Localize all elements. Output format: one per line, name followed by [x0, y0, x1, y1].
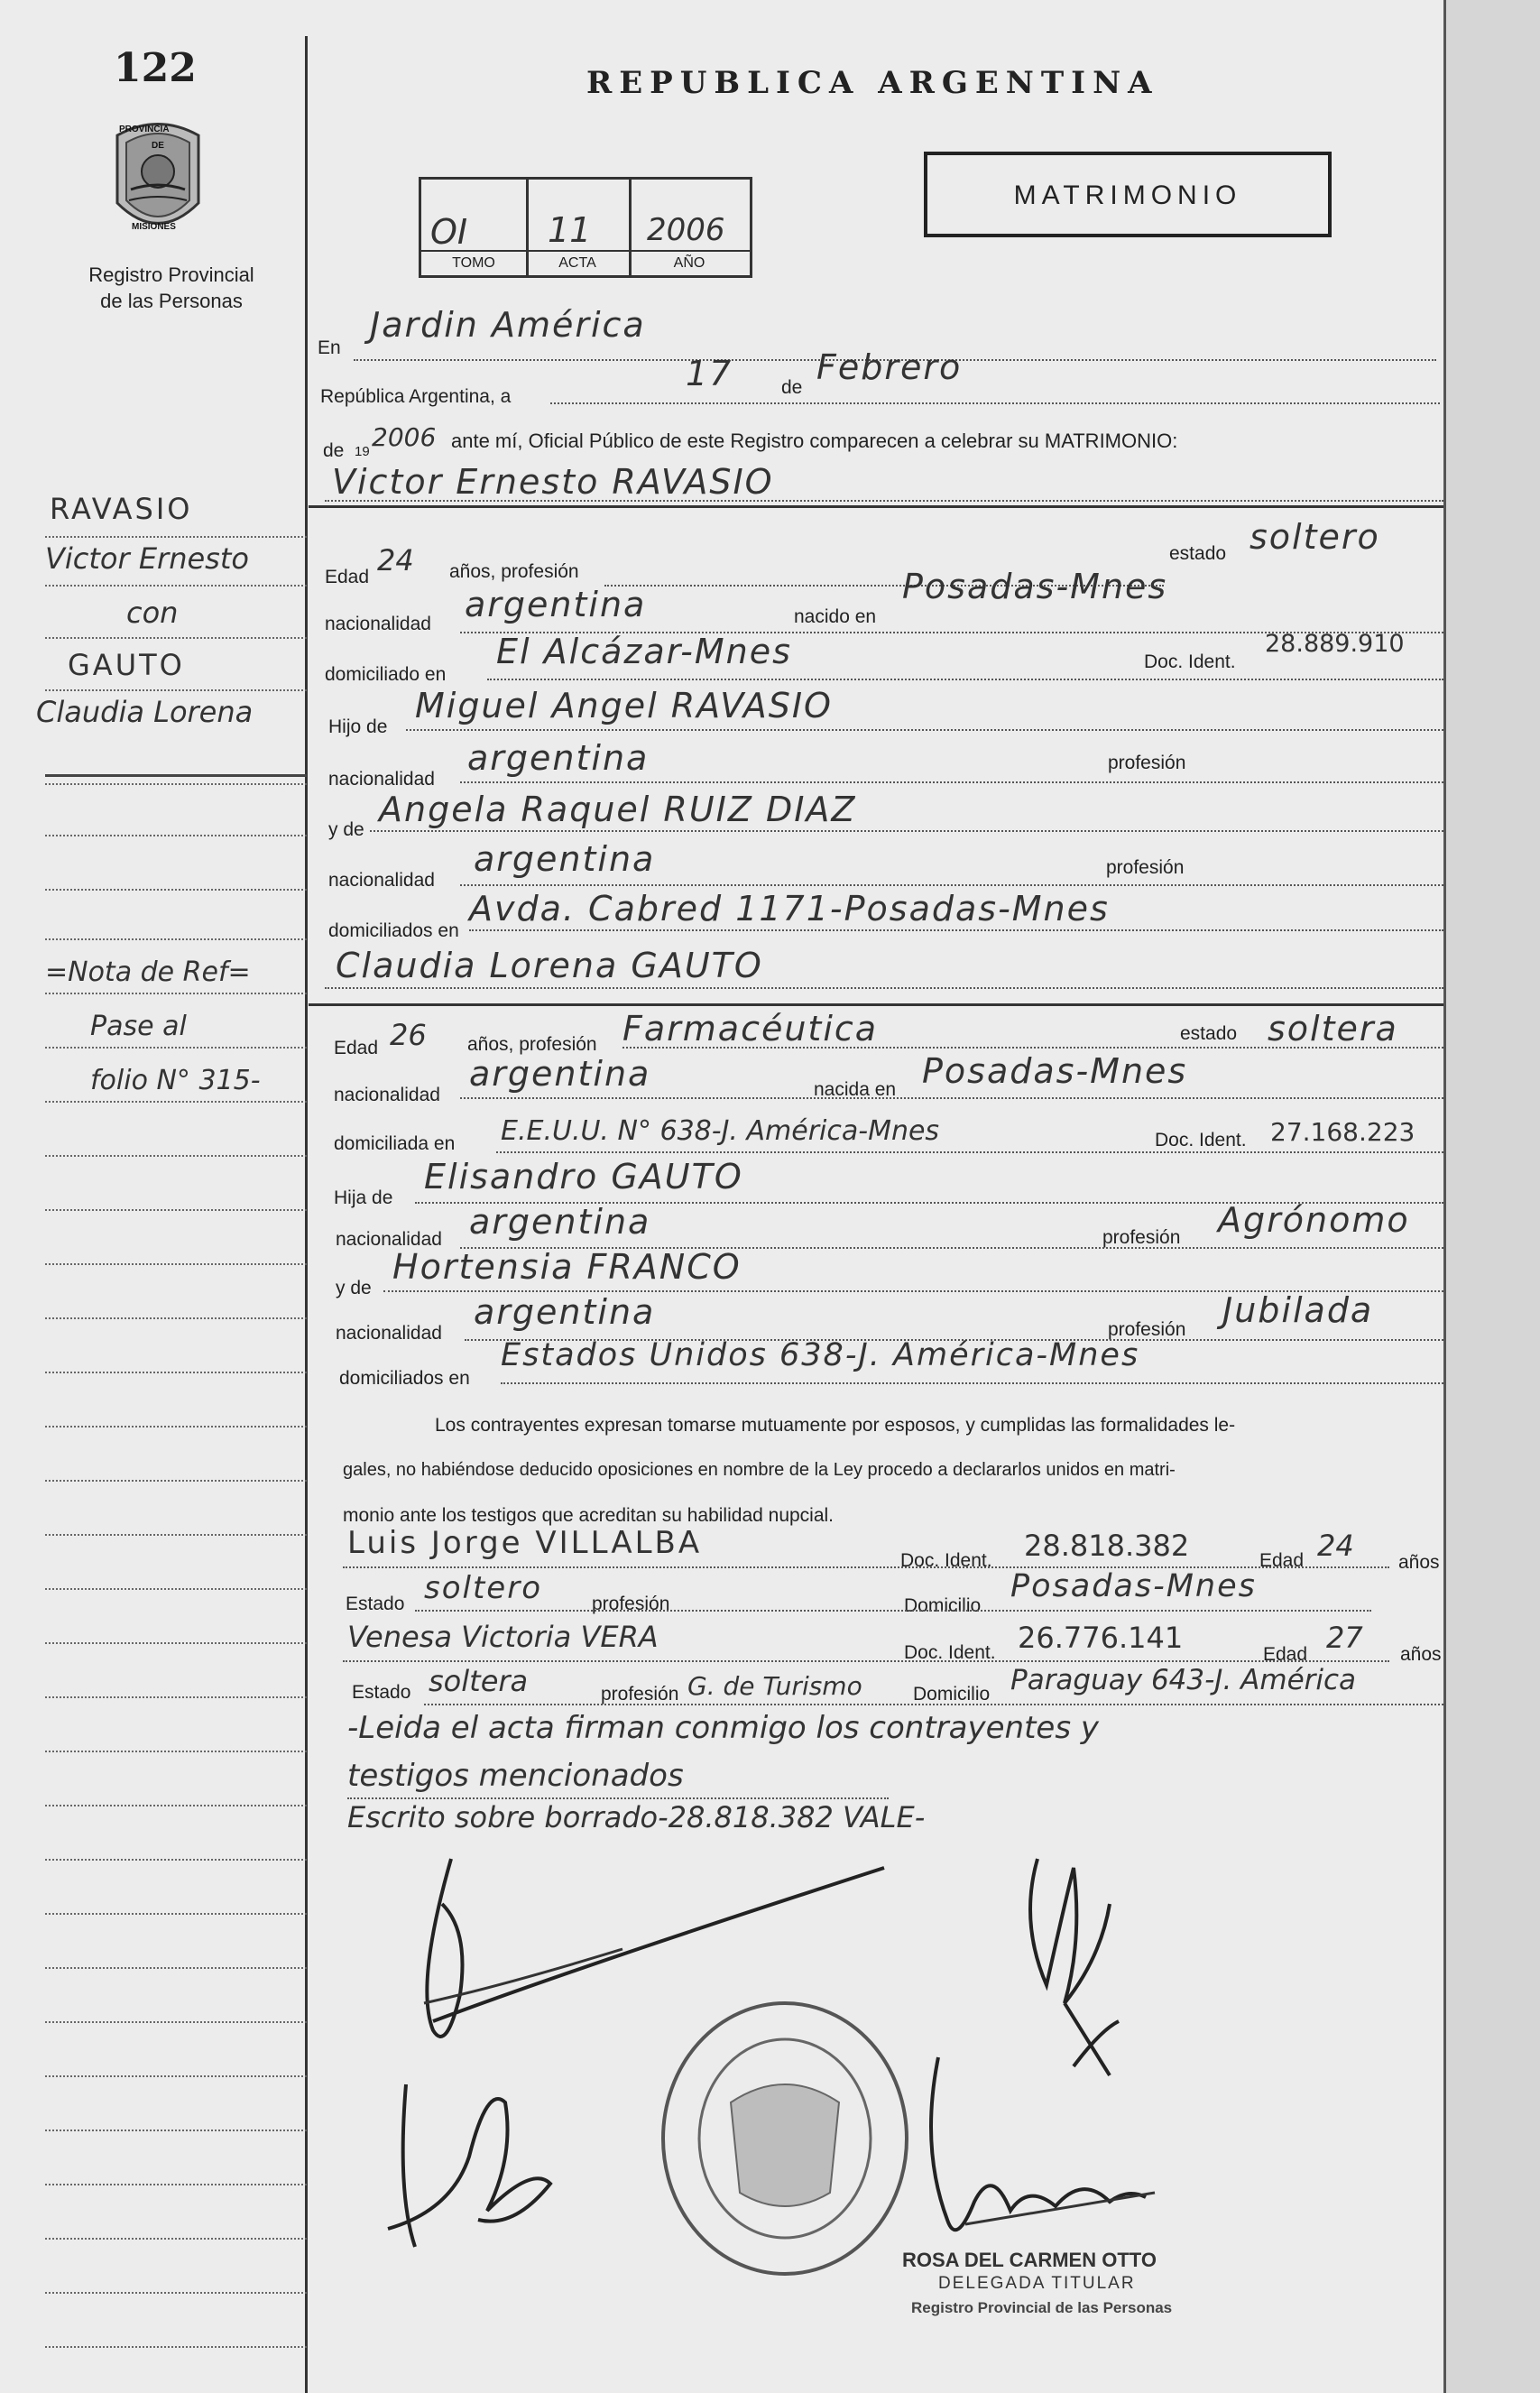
witness1-anos-label: años: [1398, 1552, 1440, 1573]
groom-doc: 28.889.910: [1265, 630, 1405, 658]
bride-father-prof: Agrónomo: [1218, 1200, 1410, 1240]
witness2-profession: G. de Turismo: [687, 1671, 862, 1701]
republica-label: República Argentina, a: [320, 386, 512, 407]
doc-type-label: MATRIMONIO: [1013, 180, 1242, 210]
witness2-age: 27: [1326, 1621, 1363, 1655]
margin-note-title: =Nota de Ref=: [45, 956, 251, 988]
bride-nac-label: nacionalidad: [334, 1085, 440, 1105]
witness1-doc-label: Doc. Ident.: [900, 1550, 992, 1571]
margin-surname-1: RAVASIO: [50, 492, 193, 526]
bride-mother-nac-label: nacionalidad: [336, 1323, 442, 1344]
column-divider: [305, 36, 308, 2393]
bride-birthplace: Posadas-Mnes: [922, 1051, 1188, 1091]
groom-nacido-label: nacido en: [794, 606, 877, 627]
month-value: Febrero: [816, 347, 963, 387]
bride-father: Elisandro GAUTO: [424, 1157, 743, 1196]
groom-edad-label: Edad: [325, 567, 370, 587]
groom-nacionalidad: argentina: [465, 585, 647, 624]
tomo-label: TOMO: [452, 255, 495, 271]
groom-mother: Angela Raquel RUIZ DIAZ: [379, 790, 857, 829]
groom-father: Miguel Angel RAVASIO: [415, 686, 833, 725]
de19-label: de: [323, 440, 345, 461]
groom-name: Victor Ernesto RAVASIO: [332, 462, 774, 502]
bride-edad-label: Edad: [334, 1038, 379, 1058]
groom-parents-dom: Avda. Cabred 1171-Posadas-Mnes: [469, 889, 1110, 929]
bride-dom-label: domiciliada en: [334, 1133, 456, 1154]
year-value: 2006: [372, 422, 437, 452]
witness1-domicilio-label: Domicilio: [904, 1595, 982, 1616]
bride-estado: soltera: [1268, 1009, 1398, 1049]
groom-hijo-label: Hijo de: [328, 716, 388, 737]
witness1-estado-label: Estado: [346, 1594, 405, 1614]
official-seal-icon: [650, 1994, 920, 2283]
registry-reference-box: [419, 177, 752, 278]
bride-domicile: E.E.U.U. N° 638-J. América-Mnes: [501, 1115, 940, 1147]
bride-father-nac: argentina: [469, 1202, 651, 1242]
seal-text-middle: DE: [152, 141, 164, 151]
bride-mother-nac: argentina: [474, 1292, 656, 1332]
witness2-name: Venesa Victoria VERA: [347, 1620, 659, 1654]
year-prefix: 19: [355, 444, 370, 459]
bride-doc-label: Doc. Ident.: [1155, 1130, 1247, 1150]
margin-surname-2: GAUTO: [68, 648, 185, 682]
country-title: REPUBLICA ARGENTINA: [586, 65, 1159, 101]
anio-value: 2006: [647, 212, 725, 248]
groom-estado: soltero: [1250, 517, 1380, 557]
groom-dom-label: domiciliado en: [325, 664, 447, 685]
margin-con: con: [126, 596, 179, 630]
registry-name: Registro Provincial de las Personas: [88, 263, 254, 312]
bride-nacionalidad: argentina: [469, 1054, 651, 1094]
groom-nac-label: nacionalidad: [325, 614, 431, 634]
witness1-domicilio: Posadas-Mnes: [1010, 1568, 1257, 1604]
bride-parents-dom: Estados Unidos 638-J. América-Mnes: [501, 1337, 1140, 1373]
bride-mother-prof: Jubilada: [1222, 1290, 1374, 1330]
margin-name-2: Claudia Lorena: [36, 695, 254, 729]
bride-father-prof-label: profesión: [1102, 1227, 1181, 1248]
declaration-line-3: monio ante los testigos que acreditan su habilidad nupcial.: [343, 1505, 835, 1526]
tomo-value: OI: [430, 212, 468, 252]
groom-anos-prof-label: años, profesión: [449, 561, 579, 582]
place-value: Jardin América: [370, 305, 646, 345]
witness1-estado: soltero: [424, 1570, 542, 1606]
bride-mother: Hortensia FRANCO: [392, 1247, 742, 1287]
witness2-doc-label: Doc. Ident.: [904, 1642, 996, 1663]
groom-doc-label: Doc. Ident.: [1144, 651, 1236, 672]
bride-doc: 27.168.223: [1270, 1117, 1416, 1147]
bride-hija-label: Hija de: [334, 1187, 393, 1208]
margin-note-line-2: folio N° 315-: [90, 1065, 261, 1096]
witness2-doc: 26.776.141: [1018, 1621, 1184, 1655]
bride-father-nac-label: nacionalidad: [336, 1229, 442, 1250]
groom-father-prof-label: profesión: [1108, 753, 1186, 773]
groom-mother-nac-label: nacionalidad: [328, 870, 435, 891]
officer-name: ROSA DEL CARMEN OTTO: [902, 2249, 1157, 2271]
officer-org: Registro Provincial de las Personas: [911, 2299, 1173, 2316]
witness2-domicilio: Paraguay 643-J. América: [1010, 1664, 1357, 1696]
seal-text-bottom: MISIONES: [132, 222, 176, 232]
witness2-anos-label: años: [1400, 1644, 1442, 1665]
acta-value: 11: [548, 210, 592, 250]
witness1-name: Luis Jorge VILLALBA: [347, 1525, 703, 1561]
bride-parents-dom-label: domiciliados en: [339, 1368, 470, 1389]
day-value: 17: [686, 354, 733, 393]
seal-text-top: PROVINCIA: [119, 125, 170, 134]
witness1-age: 24: [1317, 1529, 1354, 1563]
margin-name-1: Victor Ernesto: [45, 541, 249, 576]
bride-mother-prof-label: profesión: [1108, 1319, 1186, 1340]
groom-domicile: El Alcázar-Mnes: [496, 632, 792, 671]
en-label: En: [318, 337, 341, 358]
groom-yde-label: y de: [328, 819, 364, 840]
groom-birthplace: Posadas-Mnes: [902, 567, 1168, 606]
groom-section-rule: [309, 505, 1443, 508]
bride-anos-prof-label: años, profesión: [467, 1034, 597, 1055]
doc-type-box: [924, 152, 1332, 237]
bride-estado-label: estado: [1180, 1023, 1238, 1044]
bride-nacida-label: nacida en: [814, 1079, 897, 1100]
closing-line-1: -Leida el acta firman conmigo los contrayentes y: [347, 1710, 1099, 1746]
bride-profession: Farmacéutica: [622, 1009, 879, 1049]
declaration-line-2: gales, no habiéndose deducido oposiciones en nombre de la Ley procedo a declararlos unidos en matri-: [343, 1460, 1176, 1480]
closing-line-3: Escrito sobre borrado-28.818.382 VALE-: [347, 1800, 926, 1834]
signature-officer: [902, 2039, 1173, 2265]
witness2-estado-label: Estado: [352, 1682, 411, 1703]
ante-text: ante mí, Oficial Público de este Registro comparecen a celebrar su MATRIMONIO:: [451, 430, 1178, 452]
witness1-prof-label: profesión: [592, 1594, 670, 1614]
groom-father-nac-label: nacionalidad: [328, 769, 435, 790]
groom-parents-dom-label: domiciliados en: [328, 920, 459, 941]
closing-line-2: testigos mencionados: [347, 1758, 684, 1794]
page-number: 122: [114, 45, 197, 91]
groom-mother-prof-label: profesión: [1106, 857, 1185, 878]
witness2-prof-label: profesión: [601, 1684, 679, 1705]
bride-yde-label: y de: [336, 1278, 372, 1298]
bride-section-rule: [309, 1003, 1443, 1006]
groom-father-nac: argentina: [467, 738, 650, 778]
de-label: de: [781, 377, 803, 398]
bride-name: Claudia Lorena GAUTO: [336, 946, 763, 985]
groom-age: 24: [377, 543, 414, 577]
witness2-domicilio-label: Domicilio: [913, 1684, 991, 1705]
signature-witness1: [379, 2048, 577, 2265]
officer-title: DELEGADA TITULAR: [938, 2274, 1136, 2293]
witness1-edad-label: Edad: [1259, 1550, 1305, 1571]
margin-note-line-1: Pase al: [90, 1011, 187, 1042]
bride-age: 26: [390, 1018, 427, 1052]
groom-estado-label: estado: [1169, 543, 1227, 564]
groom-mother-nac: argentina: [474, 839, 656, 879]
declaration-line-1: Los contrayentes expresan tomarse mutuamente por esposos, y cumplidas las formalidades le-: [435, 1415, 1236, 1436]
witness1-doc: 28.818.382: [1024, 1529, 1190, 1563]
acta-label: ACTA: [558, 255, 596, 271]
witness2-edad-label: Edad: [1263, 1644, 1308, 1665]
witness2-estado: soltera: [429, 1664, 529, 1698]
anio-label: AÑO: [673, 255, 705, 271]
